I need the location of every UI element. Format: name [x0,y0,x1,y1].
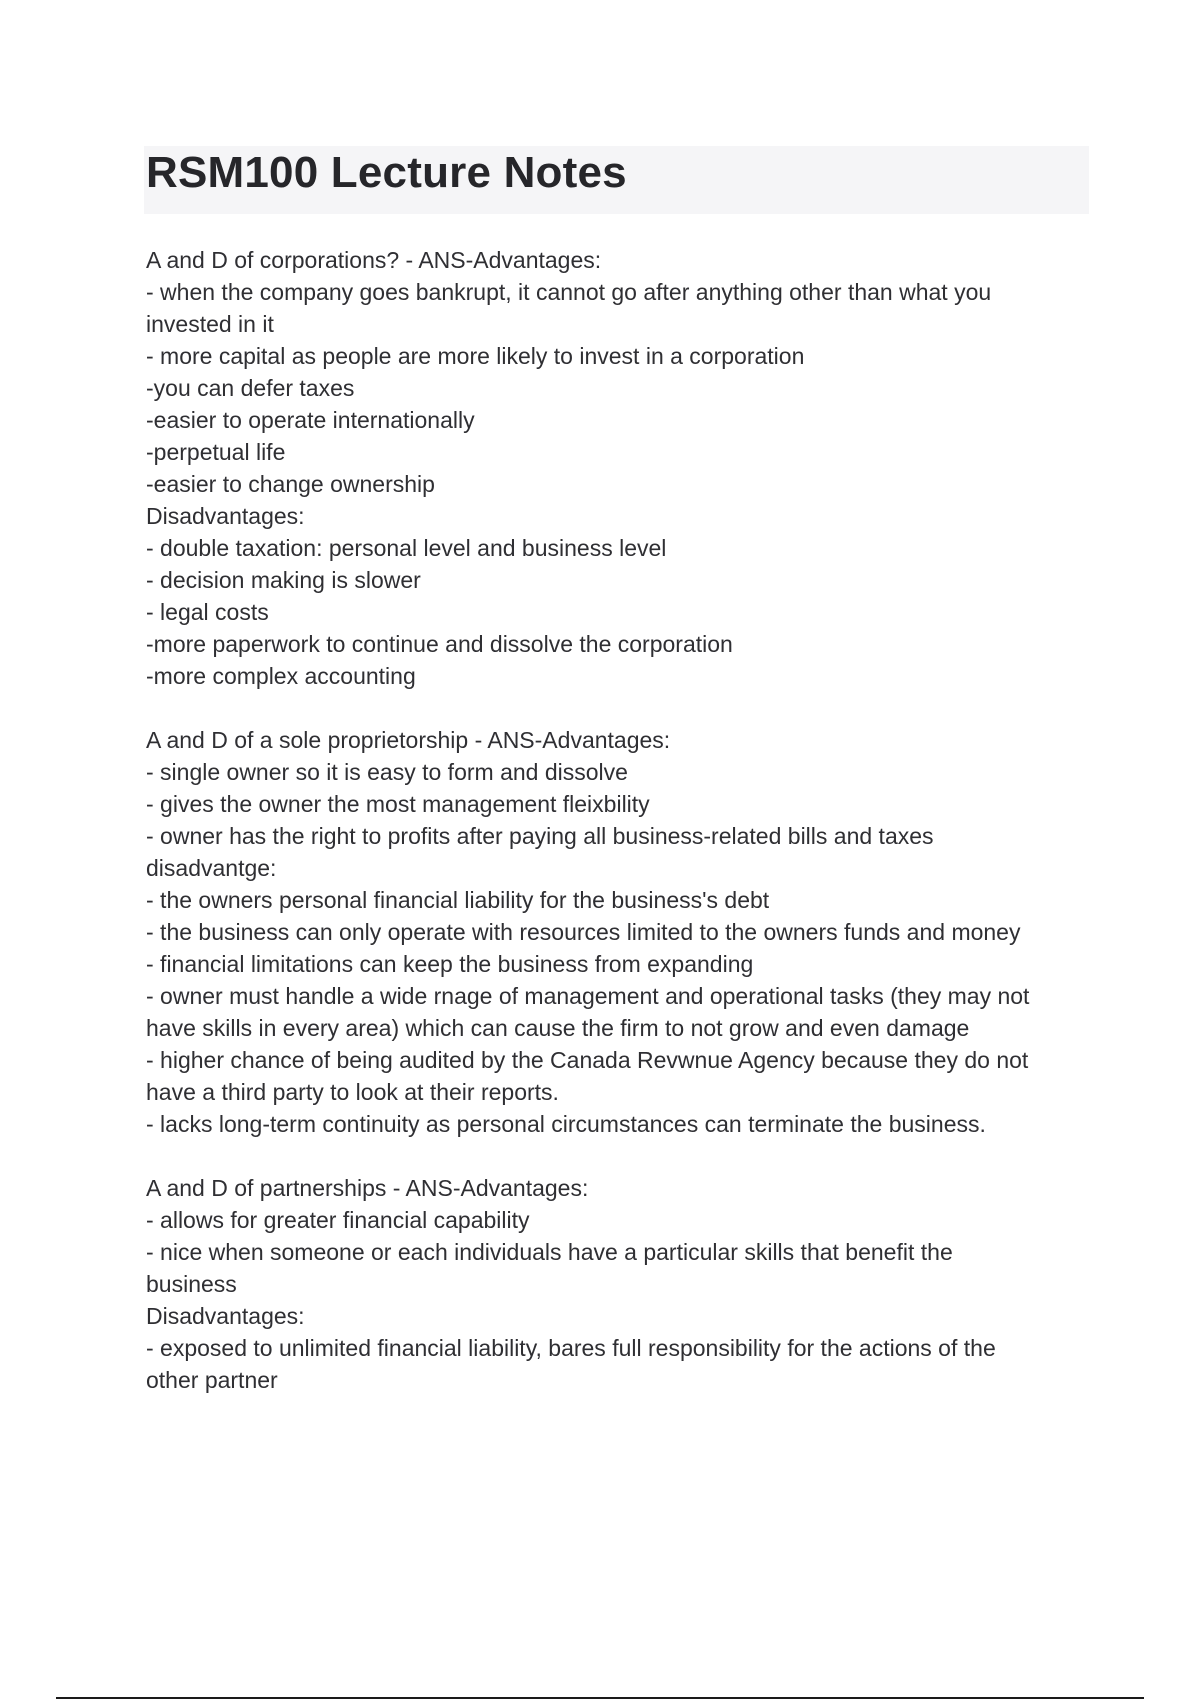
note-line: A and D of a sole proprietorship - ANS-Advantages: [146,727,671,753]
note-line: - decision making is slower [146,567,421,593]
note-line: business [146,1271,237,1297]
note-line: - owner has the right to profits after paying all business-related bills and taxes [146,823,934,849]
note-line: have skills in every area) which can cause the firm to not grow and even damage [146,1015,970,1041]
note-line: invested in it [146,311,274,337]
note-line: - single owner so it is easy to form and dissolve [146,759,628,785]
note-line: -more complex accounting [146,663,416,689]
note-line: - exposed to unlimited financial liability, bares full responsibility for the actions of the [146,1335,996,1361]
note-line: - financial limitations can keep the business from expanding [146,951,754,977]
note-line: - double taxation: personal level and business level [146,535,667,561]
notes-content [146,244,1091,1428]
note-line: - legal costs [146,599,269,625]
note-line: Disadvantages: [146,503,305,529]
note-line: -easier to operate internationally [146,407,475,433]
note-line: other partner [146,1367,278,1393]
note-line: - higher chance of being audited by the Canada Revwnue Agency because they do not [146,1047,1029,1073]
note-line: -you can defer taxes [146,375,355,401]
note-line: - lacks long-term continuity as personal circumstances can terminate the business. [146,1111,986,1137]
section-corporations [146,244,1091,692]
note-line: -perpetual life [146,439,286,465]
note-line: have a third party to look at their reports. [146,1079,559,1105]
note-line: - nice when someone or each individuals have a particular skills that benefit the [146,1239,953,1265]
note-line: - owner must handle a wide rnage of management and operational tasks (they may not [146,983,1030,1009]
note-line: - the business can only operate with resources limited to the owners funds and money [146,919,1021,945]
note-line: -easier to change ownership [146,471,435,497]
note-line: A and D of corporations? - ANS-Advantages: [146,247,602,273]
note-line: - allows for greater financial capability [146,1207,530,1233]
section-partnerships [146,1172,1091,1396]
note-line: A and D of partnerships - ANS-Advantages: [146,1175,589,1201]
note-line: disadvantge: [146,855,277,881]
section-sole-proprietorship [146,724,1091,1140]
note-line: -more paperwork to continue and dissolve the corporation [146,631,733,657]
note-line: - gives the owner the most management fleixbility [146,791,650,817]
note-line: - when the company goes bankrupt, it cannot go after anything other than what you [146,279,992,305]
page-bottom-rule [56,1697,1144,1699]
note-line: - more capital as people are more likely to invest in a corporation [146,343,805,369]
note-line: Disadvantages: [146,1303,305,1329]
page-title: RSM100 Lecture Notes [146,148,627,197]
note-line: - the owners personal financial liability for the business's debt [146,887,770,913]
